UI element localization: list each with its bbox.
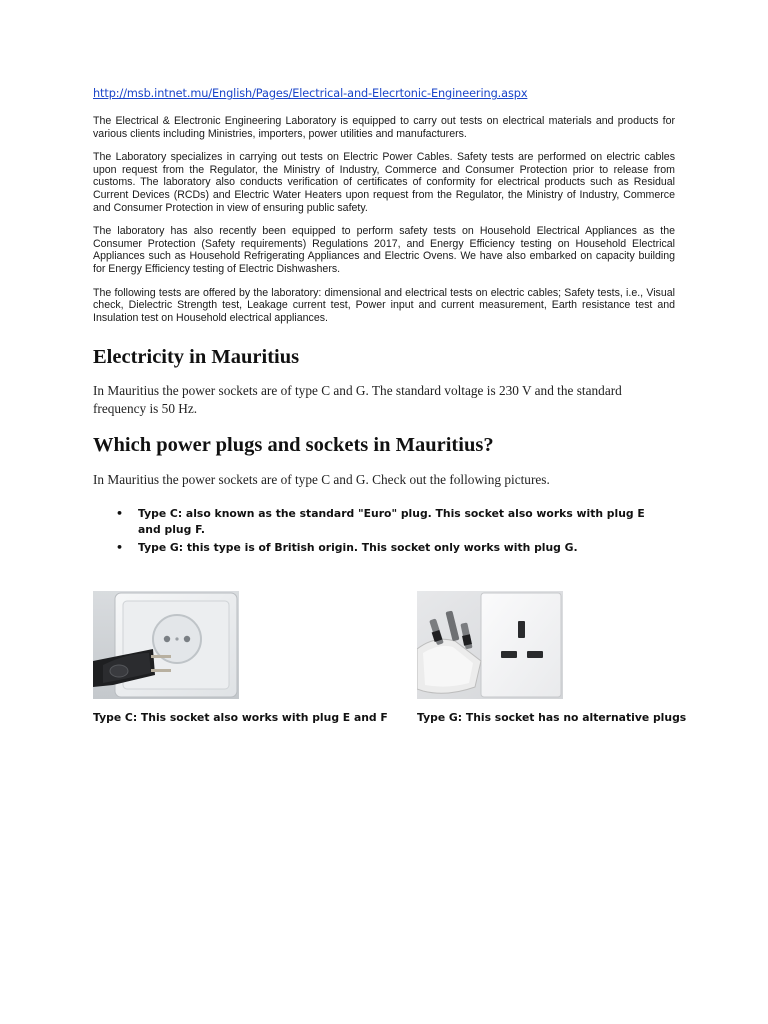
caption-type-g: Type G: This socket has no alternative plugs [417,711,687,724]
socket-type-list [93,506,675,556]
type-g-socket-image [417,591,563,699]
electricity-text: In Mauritius the power sockets are of type C and G. The standard voltage is 230 V and the standard frequency is 50 Hz. [93,383,622,417]
paragraph-appliance-tests: The laboratory has also recently been equipped to perform safety tests on Household Electrical Appliances as the Consumer Protection (Safety requirements) Regulations 2017, and Energy Efficiency testing on Household Electrical Appliances such as Household Refrigerating Appliances and Electric Ovens. We have also embarked on capacity building for Energy Efficiency testing of Electric Dishwashers. [93,225,675,275]
source-link[interactable]: http://msb.intnet.mu/English/Pages/Electrical-and-Elecrtonic-Engineering.aspx [93,87,528,100]
list-item-type-c: • Type C: also known as the standard "Euro" plug. This socket also works with plug E and plug F. [138,506,658,538]
heading-plugs-sockets: Which power plugs and sockets in Mauritius? [93,434,494,457]
plugs-sockets-text: In Mauritius the power sockets are of type C and G. Check out the following pictures. [93,472,550,488]
caption-type-c: Type C: This socket also works with plug E and F [93,711,388,724]
document-body [93,86,675,558]
type-c-socket-image [93,591,239,699]
heading-electricity: Electricity in Mauritius [93,346,300,369]
paragraph-cable-tests: The Laboratory specializes in carrying out tests on Electric Power Cables. Safety tests are performed on electric cables upon request from the Regulator, the Ministry of Industry, Commerce and Consumer Protection prior to release from customs. The laboratory also conducts verification of certificates of conformity for electrical products such as Residual Current Devices (RCDs) and Electric Water Heaters upon request from the Regulator, the Ministry of Industry, Commerce and Consumer Protection in view of ensuring public safety. [93,151,675,214]
paragraph-lab-intro: The Electrical & Electronic Engineering Laboratory is equipped to carry out tests on electrical materials and products for various clients including Ministries, importers, power utilities and manufacturers. [93,115,675,140]
paragraph-tests-offered: The following tests are offered by the laboratory: dimensional and electrical tests on electric cables; Safety tests, i.e., Visual check, Dielectric Strength test, Leakage current test, Power input and current measurement, Earth resistance test and Insulation test on Household electrical appliances. [93,286,675,324]
list-item-type-g: • Type G: this type is of British origin. This socket only works with plug G. [138,540,658,556]
